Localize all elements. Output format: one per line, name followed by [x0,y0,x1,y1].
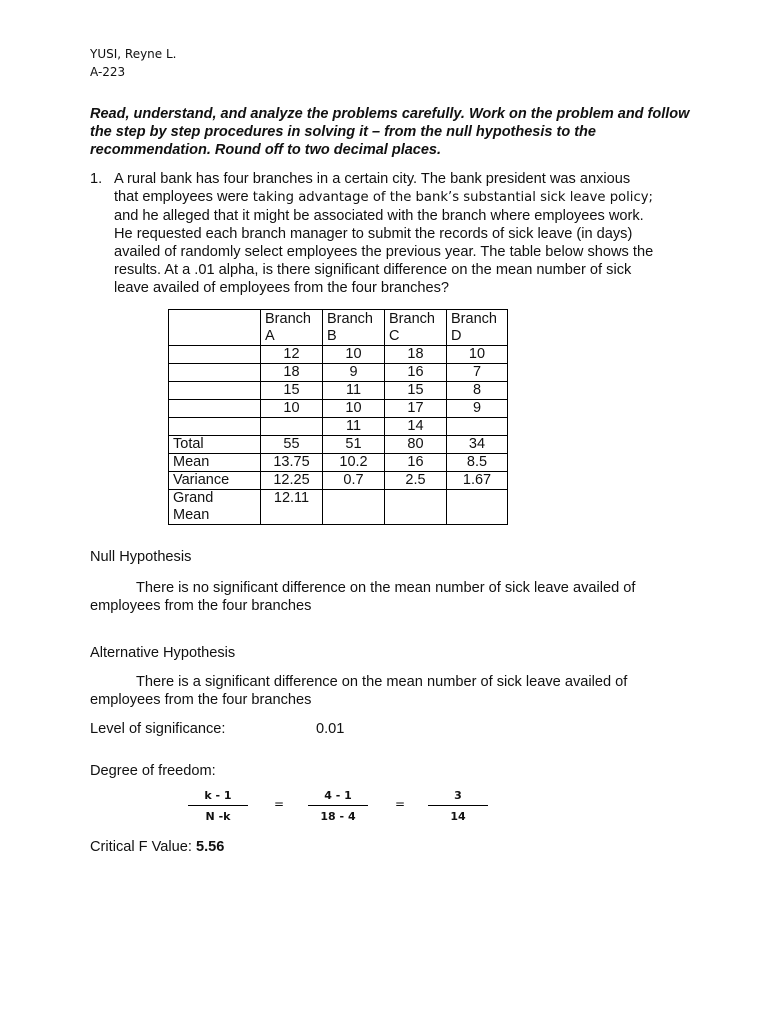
equals-sign: = [395,797,406,811]
fraction-denominator: N -k [205,810,231,823]
table-cell: 8 [447,382,508,400]
row-label: Variance [169,472,261,490]
alternative-hypothesis-heading: Alternative Hypothesis [90,645,236,661]
table-cell: 15 [385,382,447,400]
problem-line-2 [114,188,694,207]
table-cell: 10 [323,346,385,364]
null-hypothesis-heading: Null Hypothesis [90,549,192,565]
table-cell: 10 [323,400,385,418]
table-row [169,364,508,382]
table-row-total [169,436,508,454]
table-row [169,346,508,364]
header-branch-b: Branch B [323,310,385,346]
significance-label: Level of significance: [90,721,226,737]
table-cell: 18 [261,364,323,382]
table-cell: 55 [261,436,323,454]
row-label: Total [169,436,261,454]
fraction-denominator: 14 [450,810,466,823]
table-cell: 0.7 [323,472,385,490]
table-cell: 16 [385,364,447,382]
table-cell: 12 [261,346,323,364]
row-label [169,364,261,382]
table-cell: 7 [447,364,508,382]
table-row-variance [169,472,508,490]
instructions: Read, understand, and analyze the problems carefully. Work on the problem and follow the step by step procedures in solving it – from the null hypothesis to the recommendation. Round off to two decimal places. [90,106,690,158]
table-cell: 13.75 [261,454,323,472]
fraction-numerator: 4 - 1 [308,789,368,806]
table-row [169,418,508,436]
fraction-result [428,789,488,823]
table-cell [261,418,323,436]
table-cell: 18 [385,346,447,364]
alternative-hypothesis-line-1: There is a significant difference on the mean number of sick leave availed of [136,674,628,690]
problem-line-6: results. At a .01 alpha, is there significant difference on the mean number of sick [114,262,632,278]
table-row [169,382,508,400]
table-cell: 11 [323,418,385,436]
table-cell: 16 [385,454,447,472]
table-cell: 8.5 [447,454,508,472]
table-cell: 80 [385,436,447,454]
table-row-mean [169,454,508,472]
critical-f-number: 5.56 [195,839,225,855]
degree-of-freedom-label: Degree of freedom: [90,763,216,779]
table-cell: 17 [385,400,447,418]
critical-f-label: Critical F Value: [90,839,196,855]
table-cell: 11 [323,382,385,400]
table-cell: 10.2 [323,454,385,472]
table-header-row [169,310,508,346]
table-cell: 14 [385,418,447,436]
table-cell [447,490,508,525]
problem-number: 1. [90,171,103,187]
table-cell [323,490,385,525]
alternative-hypothesis-line-2: employees from the four branches [90,692,312,708]
table-cell: 10 [447,346,508,364]
null-hypothesis-line-1: There is no significant difference on the mean number of sick leave availed of [136,580,636,596]
header-branch-a: Branch A [261,310,323,346]
table-cell [385,490,447,525]
table-cell [447,418,508,436]
table-corner-cell [169,310,261,346]
problem-line-1: A rural bank has four branches in a certain city. The bank president was anxious [114,171,631,187]
row-label [169,400,261,418]
problem-line-2-start: that employees were [114,189,253,205]
table-cell: 2.5 [385,472,447,490]
table-cell: 10 [261,400,323,418]
row-label [169,418,261,436]
fraction-denominator: 18 - 4 [320,810,356,823]
problem-line-5: availed of randomly select employees the previous year. The table below shows the [114,244,654,260]
row-label: Mean [169,454,261,472]
table-cell: 12.25 [261,472,323,490]
table-cell: 34 [447,436,508,454]
critical-f-value [90,838,224,856]
fraction-substituted [308,789,368,823]
grand-mean-value: 12.11 [261,490,323,525]
sick-leave-table [168,309,508,525]
table-row-grand-mean [169,490,508,525]
null-hypothesis-line-2: employees from the four branches [90,598,312,614]
row-label [169,382,261,400]
section-code: A-223 [90,65,126,79]
problem-text [114,170,694,297]
table-cell: 9 [447,400,508,418]
table-cell: 9 [323,364,385,382]
sick-leave-policy-text: taking advantage of the bank’s substantial sick leave policy; [252,190,653,205]
table-cell: 51 [323,436,385,454]
problem-line-3: and he alleged that it might be associated with the branch where employees work. [114,208,644,224]
table-cell: 15 [261,382,323,400]
fraction-numerator: 3 [428,789,488,806]
student-name: YUSI, Reyne L. [90,47,177,61]
significance-value: 0.01 [316,721,345,737]
equals-sign: = [274,797,285,811]
table-cell: 1.67 [447,472,508,490]
row-label: Grand Mean [169,490,261,525]
row-label [169,346,261,364]
table-row [169,400,508,418]
problem-line-7: leave availed of employees from the four branches? [114,280,450,296]
fraction-numerator: k - 1 [188,789,248,806]
header-branch-c: Branch C [385,310,447,346]
header-branch-d: Branch D [447,310,508,346]
problem-line-4: He requested each branch manager to submit the records of sick leave (in days) [114,226,633,242]
fraction-formula [188,789,248,823]
